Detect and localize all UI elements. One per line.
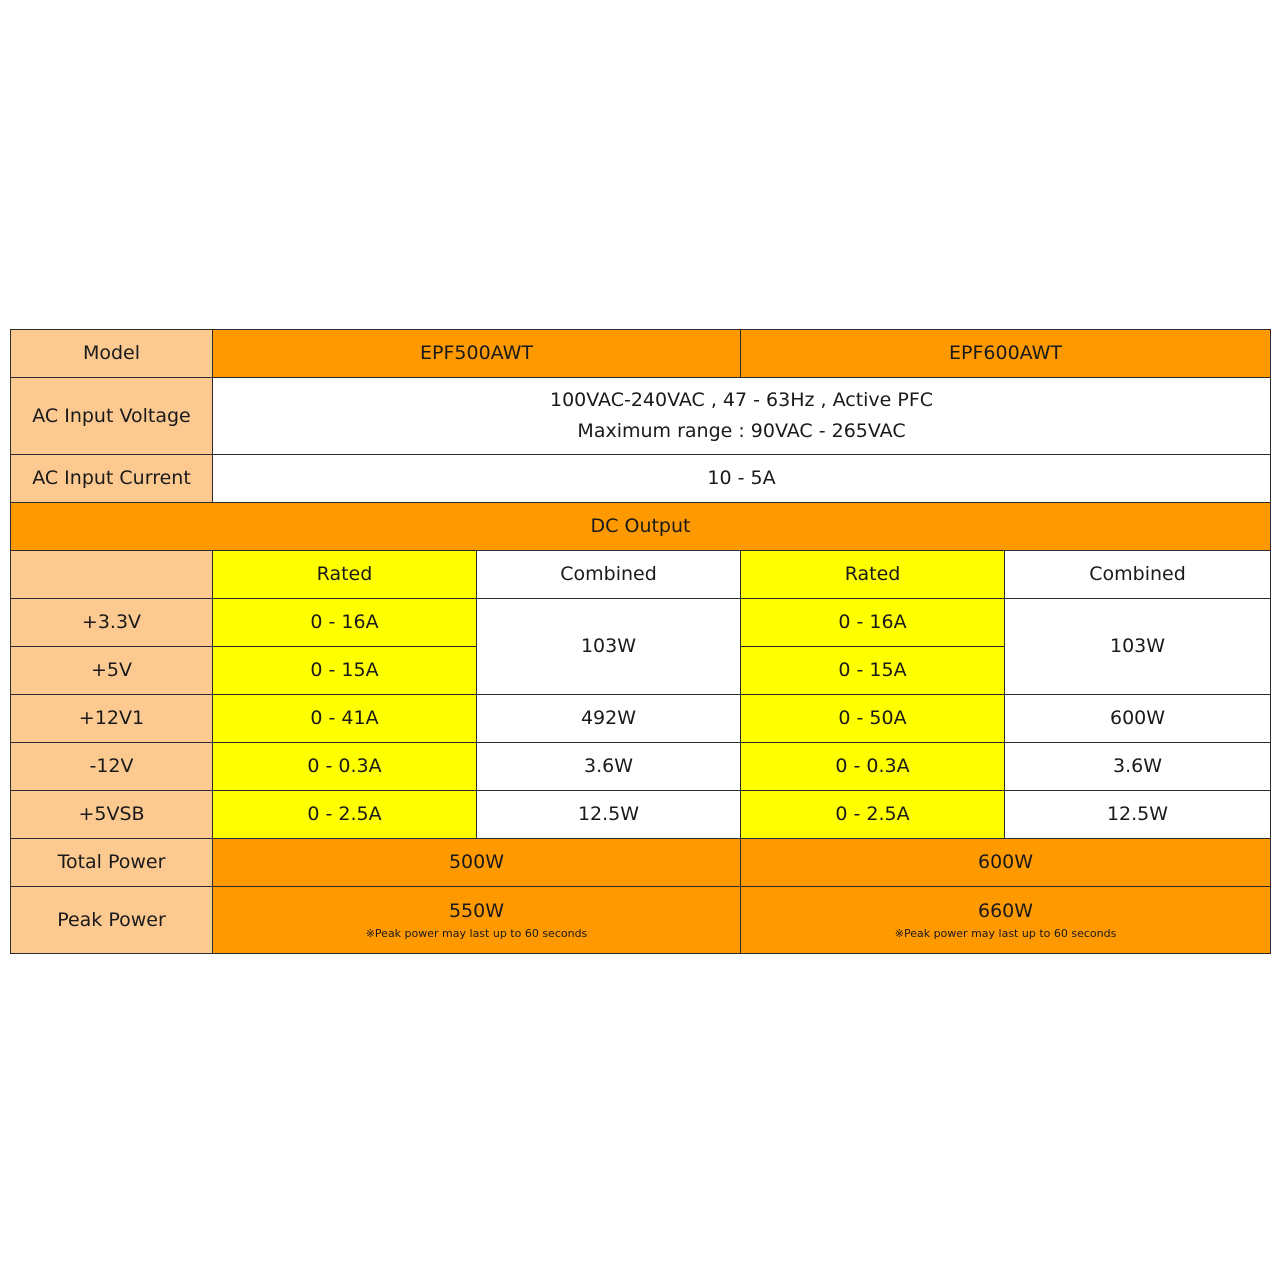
total-power-600: 600W xyxy=(741,839,1271,887)
ac-input-current-label: AC Input Current xyxy=(11,455,213,503)
peak-power-row xyxy=(11,887,1271,954)
dc-output-header-blank xyxy=(11,551,213,599)
combined-33-5-500: 103W xyxy=(477,599,741,695)
dc-output-header-row xyxy=(11,551,1271,599)
rated-500: 0 - 0.3A xyxy=(213,743,477,791)
rated-600: 0 - 16A xyxy=(741,599,1005,647)
total-power-500: 500W xyxy=(213,839,741,887)
combined-600: 12.5W xyxy=(1005,791,1271,839)
model-epf500awt: EPF500AWT xyxy=(213,330,741,378)
ac-input-voltage-label: AC Input Voltage xyxy=(11,378,213,455)
total-power-row xyxy=(11,839,1271,887)
rated-500: 0 - 41A xyxy=(213,695,477,743)
combined-500: 12.5W xyxy=(477,791,741,839)
peak-power-note: ※Peak power may last up to 60 seconds xyxy=(365,926,588,940)
header-combined-500: Combined xyxy=(477,551,741,599)
model-epf600awt: EPF600AWT xyxy=(741,330,1271,378)
peak-power-note: ※Peak power may last up to 60 seconds xyxy=(894,926,1117,940)
peak-power-600: 660W xyxy=(977,900,1034,922)
ac-input-voltage-line2: Maximum range : 90VAC - 265VAC xyxy=(577,420,906,442)
model-label: Model xyxy=(11,330,213,378)
peak-power-600-cell xyxy=(741,887,1271,954)
rated-600: 0 - 2.5A xyxy=(741,791,1005,839)
combined-33-5-600: 103W xyxy=(1005,599,1271,695)
rail-row-5vsb xyxy=(11,791,1271,839)
rail-row-12v1 xyxy=(11,695,1271,743)
combined-600: 600W xyxy=(1005,695,1271,743)
rail-label: +3.3V xyxy=(11,599,213,647)
ac-input-voltage-row xyxy=(11,378,1271,455)
dc-output-title: DC Output xyxy=(11,503,1271,551)
header-combined-600: Combined xyxy=(1005,551,1271,599)
combined-500: 492W xyxy=(477,695,741,743)
ac-input-voltage-value xyxy=(213,378,1271,455)
rail-row-3v3 xyxy=(11,599,1271,647)
ac-input-current-row xyxy=(11,455,1271,503)
rail-label: +5VSB xyxy=(11,791,213,839)
rail-label: +12V1 xyxy=(11,695,213,743)
ac-input-current-value: 10 - 5A xyxy=(213,455,1271,503)
rated-600: 0 - 50A xyxy=(741,695,1005,743)
spec-table xyxy=(10,329,1271,954)
header-rated-500: Rated xyxy=(213,551,477,599)
rail-row-minus12v xyxy=(11,743,1271,791)
rated-600: 0 - 0.3A xyxy=(741,743,1005,791)
dc-output-title-row xyxy=(11,503,1271,551)
rail-label: +5V xyxy=(11,647,213,695)
ac-input-voltage-line1: 100VAC-240VAC , 47 - 63Hz , Active PFC xyxy=(549,389,934,412)
rated-500: 0 - 15A xyxy=(213,647,477,695)
peak-power-label: Peak Power xyxy=(11,887,213,954)
rated-600: 0 - 15A xyxy=(741,647,1005,695)
rated-500: 0 - 16A xyxy=(213,599,477,647)
total-power-label: Total Power xyxy=(11,839,213,887)
combined-500: 3.6W xyxy=(477,743,741,791)
model-row xyxy=(11,330,1271,378)
rated-500: 0 - 2.5A xyxy=(213,791,477,839)
rail-label: -12V xyxy=(11,743,213,791)
peak-power-500-cell xyxy=(213,887,741,954)
header-rated-600: Rated xyxy=(741,551,1005,599)
combined-600: 3.6W xyxy=(1005,743,1271,791)
peak-power-500: 550W xyxy=(448,900,505,922)
